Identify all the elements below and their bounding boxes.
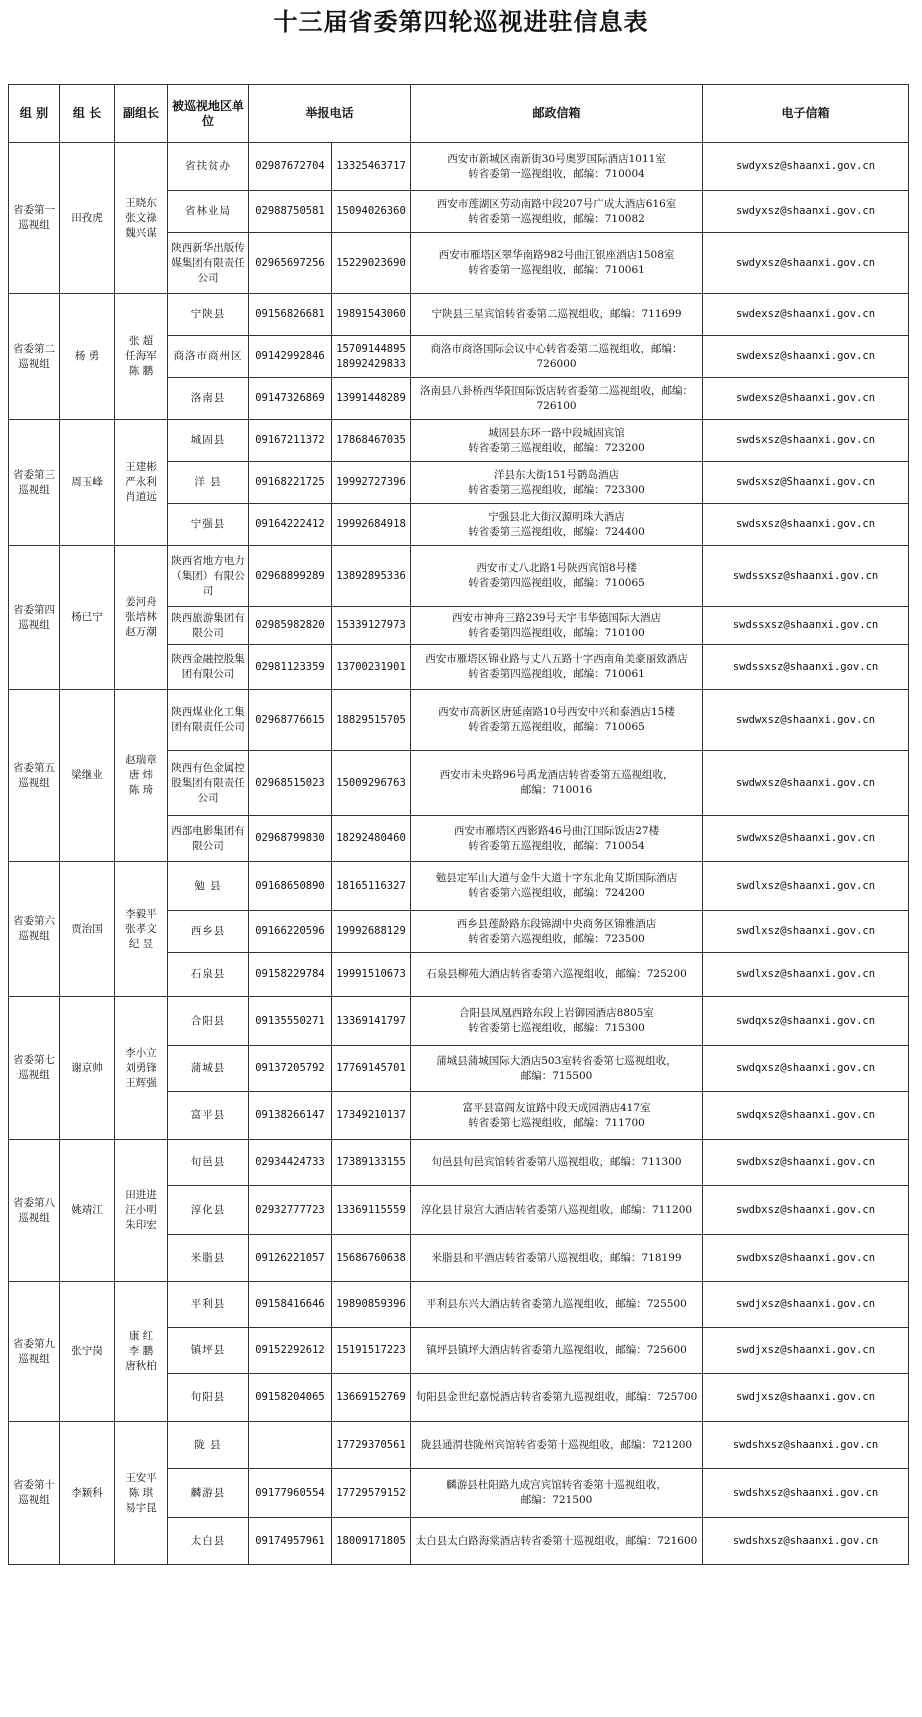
postal-address-line: 蒲城县蒲城国际大酒店503室转省委第七巡视组收， xyxy=(436,1054,677,1067)
inspected-unit: 平利县 xyxy=(168,1282,249,1328)
group-deputies xyxy=(115,294,168,420)
inspected-unit: 旬阳县 xyxy=(168,1374,249,1422)
table-row xyxy=(9,294,909,336)
postal-address xyxy=(411,462,703,504)
table-row xyxy=(9,420,909,462)
postal-address-line: 转省委第四巡视组收，邮编：710061 xyxy=(468,668,645,680)
inspected-unit: 省林业局 xyxy=(168,191,249,233)
postal-address-line: 淳化县甘泉宫大酒店转省委第八巡视组收，邮编：711200 xyxy=(420,1203,693,1216)
report-phone-landline: 09138266147 xyxy=(249,1092,332,1140)
report-phone-mobile: 17729579152 xyxy=(332,1469,411,1518)
inspected-unit: 西部电影集团有限公司 xyxy=(168,816,249,862)
email-address: swdlxsz@shaanxi.gov.cn xyxy=(703,953,909,997)
group-leader: 姚靖江 xyxy=(60,1140,115,1282)
report-phone-mobile: 17389133155 xyxy=(332,1140,411,1186)
report-phone-mobile: 17729370561 xyxy=(332,1422,411,1469)
email-address: swdwxsz@shaanxi.gov.cn xyxy=(703,751,909,816)
report-phone-landline: 02965697256 xyxy=(249,233,332,294)
postal-address xyxy=(411,1140,703,1186)
group-name: 省委第四巡视组 xyxy=(9,546,60,690)
deputy-name: 严永利 xyxy=(125,476,157,488)
postal-address-line: 转省委第七巡视组收，邮编：711700 xyxy=(468,1116,645,1129)
group-name: 省委第七巡视组 xyxy=(9,997,60,1140)
inspected-unit: 石泉县 xyxy=(168,953,249,997)
group-leader: 张宁岗 xyxy=(60,1282,115,1422)
report-phone-mobile: 19992688129 xyxy=(332,911,411,953)
email-address: swdexsz@shaanxi.gov.cn xyxy=(703,294,909,336)
phone-number: 18992429833 xyxy=(336,357,406,370)
deputy-name: 陈 琪 xyxy=(128,1486,154,1499)
postal-address-line: 平利县东兴大酒店转省委第九巡视组收，邮编：725500 xyxy=(426,1298,687,1310)
postal-address xyxy=(411,1422,703,1469)
deputy-name: 张孝文 xyxy=(125,922,157,935)
postal-address xyxy=(411,911,703,953)
deputy-name: 姜河舟 xyxy=(125,596,157,608)
report-phone-landline: 09156826681 xyxy=(249,294,332,336)
postal-address-line: 邮编：721500 xyxy=(520,1494,593,1506)
report-phone-mobile: 19991510673 xyxy=(332,953,411,997)
inspected-unit: 陕西新华出版传媒集团有限责任公司 xyxy=(168,233,249,294)
group-leader: 周玉峰 xyxy=(60,420,115,546)
group-name: 省委第二巡视组 xyxy=(9,294,60,420)
deputy-name: 魏兴谋 xyxy=(125,226,157,239)
group-leader: 杨 勇 xyxy=(60,294,115,420)
report-phone-mobile: 15191517223 xyxy=(332,1328,411,1374)
postal-address-line: 宁强县北大街汉源明珠大酒店 xyxy=(488,510,625,523)
report-phone-mobile: 15339127973 xyxy=(332,607,411,645)
postal-address-line: 西安市未央路96号禹龙酒店转省委第五巡视组收， xyxy=(439,769,674,781)
email-address: swdsxsz@Shaanxi.gov.cn xyxy=(703,462,909,504)
inspected-unit: 洛南县 xyxy=(168,378,249,420)
page-title: 十三届省委第四轮巡视进驻信息表 xyxy=(273,8,649,36)
table-row xyxy=(9,862,909,911)
deputy-name: 李毅平 xyxy=(125,907,157,920)
deputy-name: 肖道远 xyxy=(125,491,157,503)
postal-address xyxy=(411,1328,703,1374)
phone-number: 15709144895 xyxy=(336,342,406,355)
inspected-unit: 镇坪县 xyxy=(168,1328,249,1374)
report-phone-mobile: 19992727396 xyxy=(332,462,411,504)
email-address: swdqxsz@shaanxi.gov.cn xyxy=(703,1046,909,1092)
report-phone-mobile: 18009171805 xyxy=(332,1518,411,1565)
group-leader: 贾治国 xyxy=(60,862,115,997)
inspected-unit: 米脂县 xyxy=(168,1235,249,1282)
postal-address xyxy=(411,143,703,191)
postal-address-line: 洋县东大街151号鹮岛酒店 xyxy=(493,468,620,481)
inspected-unit: 麟游县 xyxy=(168,1469,249,1518)
deputy-name: 李 鹏 xyxy=(128,1345,154,1357)
postal-address xyxy=(411,1282,703,1328)
postal-address-line: 城固县东环一路中段城固宾馆 xyxy=(488,426,625,439)
postal-address-line: 转省委第一巡视组收，邮编：710082 xyxy=(468,212,645,225)
inspected-unit: 太白县 xyxy=(168,1518,249,1565)
group-name: 省委第九巡视组 xyxy=(9,1282,60,1422)
report-phone-landline: 09147326869 xyxy=(249,378,332,420)
postal-address xyxy=(411,336,703,378)
group-name: 省委第三巡视组 xyxy=(9,420,60,546)
email-address: swdyxsz@shaanxi.gov.cn xyxy=(703,143,909,191)
email-address: swdssxsz@shaanxi.gov.cn xyxy=(703,546,909,607)
group-deputies xyxy=(115,862,168,997)
report-phone-mobile: 17868467035 xyxy=(332,420,411,462)
email-address: swdexsz@shaanxi.gov.cn xyxy=(703,336,909,378)
report-phone-mobile: 19992684918 xyxy=(332,504,411,546)
postal-address-line: 转省委第一巡视组收，邮编：710061 xyxy=(468,264,645,276)
table-row xyxy=(9,1282,909,1328)
inspected-unit: 陕西省地方电力（集团）有限公司 xyxy=(168,546,249,607)
inspected-unit: 蒲城县 xyxy=(168,1046,249,1092)
report-phone-landline: 09152292612 xyxy=(249,1328,332,1374)
postal-address-line: 西乡县莲龄路东段锦湖中央商务区锦雅酒店 xyxy=(456,917,657,930)
group-leader: 李颖科 xyxy=(60,1422,115,1565)
email-address: swdbxsz@shaanxi.gov.cn xyxy=(703,1235,909,1282)
report-phone-mobile: 17769145701 xyxy=(332,1046,411,1092)
deputy-name: 易宇昆 xyxy=(125,1501,157,1514)
group-name: 省委第八巡视组 xyxy=(9,1140,60,1282)
postal-address xyxy=(411,504,703,546)
deputy-name: 朱印宏 xyxy=(125,1219,157,1231)
postal-address-line: 富平县富阎友谊路中段天成园酒店417室 xyxy=(462,1101,651,1114)
report-phone-landline: 09158416646 xyxy=(249,1282,332,1328)
postal-address-line: 陇县通渭巷陇州宾馆转省委第十巡视组收，邮编：721200 xyxy=(420,1438,693,1451)
inspected-unit: 富平县 xyxy=(168,1092,249,1140)
postal-address-line: 转省委第六巡视组收，邮编：724200 xyxy=(468,887,645,899)
group-name: 省委第一巡视组 xyxy=(9,143,60,294)
postal-address-line: 邮编：715500 xyxy=(520,1069,593,1082)
postal-address-line: 西安市丈八北路1号陕西宾馆8号楼 xyxy=(476,562,637,574)
email-address: swdssxsz@shaanxi.gov.cn xyxy=(703,607,909,645)
postal-address xyxy=(411,294,703,336)
deputy-name: 唐 炜 xyxy=(128,769,154,781)
postal-address-line: 旬阳县金世纪嘉悦酒店转省委第九巡视组收，邮编：725700 xyxy=(415,1391,698,1403)
report-phone-mobile: 15094026360 xyxy=(332,191,411,233)
deputy-name: 王建彬 xyxy=(125,461,157,473)
postal-address xyxy=(411,645,703,690)
report-phone-landline: 09167211372 xyxy=(249,420,332,462)
inspected-unit: 陕西金融控股集团有限公司 xyxy=(168,645,249,690)
report-phone-landline: 09168650890 xyxy=(249,862,332,911)
report-phone-landline: 09137205792 xyxy=(249,1046,332,1092)
email-address: swdssxsz@shaanxi.gov.cn xyxy=(703,645,909,690)
group-deputies xyxy=(115,1282,168,1422)
inspected-unit: 勉 县 xyxy=(168,862,249,911)
inspected-unit: 陕西有色金属控股集团有限责任公司 xyxy=(168,751,249,816)
table-row xyxy=(9,1422,909,1469)
report-phone-landline: 02987672704 xyxy=(249,143,332,191)
postal-address-line: 西安市雁塔区西影路46号曲江国际饭店27楼 xyxy=(453,824,660,837)
col-header-leader: 组 长 xyxy=(60,85,115,143)
deputy-name: 陈 鹏 xyxy=(128,365,154,377)
inspected-unit: 陕西旅游集团有限公司 xyxy=(168,607,249,645)
postal-address xyxy=(411,816,703,862)
postal-address-line: 转省委第五巡视组收，邮编：710065 xyxy=(468,721,645,733)
deputy-name: 张培林 xyxy=(125,611,157,623)
inspected-unit: 旬邑县 xyxy=(168,1140,249,1186)
col-header-email: 电子信箱 xyxy=(703,85,909,143)
table-row xyxy=(9,690,909,751)
group-deputies xyxy=(115,420,168,546)
report-phone-mobile: 13991448289 xyxy=(332,378,411,420)
group-deputies xyxy=(115,1140,168,1282)
email-address: swdjxsz@shaanxi.gov.cn xyxy=(703,1328,909,1374)
group-name: 省委第五巡视组 xyxy=(9,690,60,862)
col-header-group: 组 别 xyxy=(9,85,60,143)
postal-address-line: 转省委第一巡视组收，邮编：710004 xyxy=(468,167,645,180)
group-leader: 田孜虎 xyxy=(60,143,115,294)
report-phone-landline: 02988750581 xyxy=(249,191,332,233)
report-phone-landline: 09135550271 xyxy=(249,997,332,1046)
report-phone-landline: 02968776615 xyxy=(249,690,332,751)
report-phone-mobile: 13325463717 xyxy=(332,143,411,191)
group-name: 省委第六巡视组 xyxy=(9,862,60,997)
deputy-name: 张 超 xyxy=(128,335,154,347)
postal-address xyxy=(411,751,703,816)
report-phone-landline: 02934424733 xyxy=(249,1140,332,1186)
postal-address xyxy=(411,1518,703,1565)
email-address: swdjxsz@shaanxi.gov.cn xyxy=(703,1282,909,1328)
deputy-name: 王晓东 xyxy=(125,196,157,209)
col-header-deputy: 副组长 xyxy=(115,85,168,143)
report-phone-mobile: 18165116327 xyxy=(332,862,411,911)
postal-address xyxy=(411,953,703,997)
inspected-unit: 合阳县 xyxy=(168,997,249,1046)
postal-address xyxy=(411,1235,703,1282)
postal-address-line: 西安市新城区南新街30号奥罗国际酒店1011室 xyxy=(447,152,666,165)
col-header-post: 邮政信箱 xyxy=(411,85,703,143)
postal-address-line: 米脂县和平酒店转省委第八巡视组收，邮编：718199 xyxy=(431,1251,682,1264)
report-phone-landline: 09126221057 xyxy=(249,1235,332,1282)
postal-address-line: 转省委第五巡视组收，邮编：710054 xyxy=(468,839,645,852)
report-phone-mobile: 18829515705 xyxy=(332,690,411,751)
email-address: swdsxsz@shaanxi.gov.cn xyxy=(703,420,909,462)
inspected-unit: 淳化县 xyxy=(168,1186,249,1235)
table-row xyxy=(9,997,909,1046)
postal-address-line: 转省委第六巡视组收，邮编：723500 xyxy=(468,932,645,945)
group-name: 省委第十巡视组 xyxy=(9,1422,60,1565)
report-phone-mobile: 18292480460 xyxy=(332,816,411,862)
col-header-phone: 举报电话 xyxy=(249,85,411,143)
group-deputies xyxy=(115,546,168,690)
report-phone-landline: 09174957961 xyxy=(249,1518,332,1565)
email-address: swdqxsz@shaanxi.gov.cn xyxy=(703,997,909,1046)
postal-address-line: 洛南县八卦桥西华阳国际饭店转省委第二巡视组收，邮编： xyxy=(420,384,694,397)
report-phone-landline: 09177960554 xyxy=(249,1469,332,1518)
report-phone-landline: 02981123359 xyxy=(249,645,332,690)
postal-address-line: 转省委第四巡视组收，邮编：710065 xyxy=(468,577,645,589)
inspected-unit: 西乡县 xyxy=(168,911,249,953)
deputy-name: 纪 昱 xyxy=(128,937,154,950)
report-phone-mobile: 19891543060 xyxy=(332,294,411,336)
email-address: swdbxsz@shaanxi.gov.cn xyxy=(703,1186,909,1235)
deputy-name: 王安平 xyxy=(125,1471,157,1484)
table-body xyxy=(9,143,909,1565)
postal-address-line: 石泉县柳苑大酒店转省委第六巡视组收，邮编：725200 xyxy=(426,968,687,980)
deputy-name: 田进进 xyxy=(125,1189,157,1201)
group-deputies xyxy=(115,1422,168,1565)
group-deputies xyxy=(115,690,168,862)
postal-address-line: 西安市莲湖区劳动南路中段207号广成大酒店616室 xyxy=(436,197,677,210)
report-phone-mobile: 19890859396 xyxy=(332,1282,411,1328)
report-phone-mobile: 15229023690 xyxy=(332,233,411,294)
email-address: swdshxsz@shaanxi.gov.cn xyxy=(703,1469,909,1518)
postal-address xyxy=(411,690,703,751)
postal-address xyxy=(411,546,703,607)
group-deputies xyxy=(115,997,168,1140)
postal-address-line: 726000 xyxy=(536,357,577,370)
postal-address-line: 合阳县凤凰西路东段上岩御园酒店8805室 xyxy=(459,1007,654,1019)
table-row xyxy=(9,1140,909,1186)
report-phone-mobile: 13892895336 xyxy=(332,546,411,607)
deputy-name: 陈 琦 xyxy=(128,784,154,796)
report-phone-mobile: 13700231901 xyxy=(332,645,411,690)
report-phone-mobile: 13369141797 xyxy=(332,997,411,1046)
postal-address-line: 商洛市商洛国际会议中心转省委第二巡视组收，邮编： xyxy=(430,342,683,355)
postal-address xyxy=(411,1186,703,1235)
report-phone-landline: 02968799830 xyxy=(249,816,332,862)
report-phone-mobile xyxy=(332,336,411,378)
postal-address xyxy=(411,1374,703,1422)
deputy-name: 康 红 xyxy=(128,1330,154,1342)
email-address: swdsxsz@shaanxi.gov.cn xyxy=(703,504,909,546)
email-address: swdwxsz@shaanxi.gov.cn xyxy=(703,816,909,862)
deputy-name: 赵万潮 xyxy=(125,626,157,638)
group-leader: 杨已宁 xyxy=(60,546,115,690)
postal-address-line: 转省委第七巡视组收，邮编：715300 xyxy=(468,1022,645,1034)
email-address: swdshxsz@shaanxi.gov.cn xyxy=(703,1422,909,1469)
report-phone-mobile: 15009296763 xyxy=(332,751,411,816)
inspected-unit: 宁陕县 xyxy=(168,294,249,336)
email-address: swdwxsz@shaanxi.gov.cn xyxy=(703,690,909,751)
postal-address-line: 转省委第四巡视组收，邮编：710100 xyxy=(468,626,645,639)
table-row xyxy=(9,143,909,191)
report-phone-mobile: 15686760638 xyxy=(332,1235,411,1282)
postal-address-line: 转省委第三巡视组收，邮编：723200 xyxy=(468,441,645,454)
report-phone-mobile: 13669152769 xyxy=(332,1374,411,1422)
inspected-unit: 省扶贫办 xyxy=(168,143,249,191)
postal-address-line: 勉县定军山大道与金牛大道十字东北角艾斯国际酒店 xyxy=(435,872,678,884)
email-address: swdqxsz@shaanxi.gov.cn xyxy=(703,1092,909,1140)
email-address: swdshxsz@shaanxi.gov.cn xyxy=(703,1518,909,1565)
email-address: swdlxsz@shaanxi.gov.cn xyxy=(703,862,909,911)
postal-address-line: 西安市高新区唐延南路10号西安中兴和泰酒店15楼 xyxy=(438,706,675,718)
report-phone-landline: 09158229784 xyxy=(249,953,332,997)
postal-address-line: 镇坪县镇坪大酒店转省委第九巡视组收，邮编：725600 xyxy=(426,1344,687,1356)
deputy-name: 刘勇锋 xyxy=(125,1061,157,1074)
inspected-unit: 商洛市商州区 xyxy=(168,336,249,378)
email-address: swdbxsz@shaanxi.gov.cn xyxy=(703,1140,909,1186)
postal-address xyxy=(411,1092,703,1140)
report-phone-landline: 02932777723 xyxy=(249,1186,332,1235)
col-header-unit: 被巡视地区单位 xyxy=(168,85,249,143)
email-address: swdyxsz@shaanxi.gov.cn xyxy=(703,191,909,233)
report-phone-landline: 09158204065 xyxy=(249,1374,332,1422)
report-phone-landline: 02968899289 xyxy=(249,546,332,607)
postal-address xyxy=(411,191,703,233)
postal-address-line: 宁陕县三星宾馆转省委第二巡视组收，邮编：711699 xyxy=(431,308,682,320)
postal-address xyxy=(411,862,703,911)
postal-address-line: 麟游县杜阳路九成宫宾馆转省委第十巡视组收， xyxy=(446,1479,667,1491)
postal-address xyxy=(411,997,703,1046)
postal-address-line: 西安市雁塔区锦业路与丈八五路十字西南角美豪丽致酒店 xyxy=(425,653,688,665)
postal-address-line: 太白县太白路海棠酒店转省委第十巡视组收，邮编：721600 xyxy=(415,1534,698,1547)
deputy-name: 唐秋柏 xyxy=(125,1360,157,1372)
postal-address xyxy=(411,420,703,462)
group-deputies xyxy=(115,143,168,294)
email-address: swdexsz@shaanxi.gov.cn xyxy=(703,378,909,420)
inspected-unit: 陕西煤业化工集团有限责任公司 xyxy=(168,690,249,751)
postal-address-line: 726100 xyxy=(536,399,577,412)
postal-address xyxy=(411,378,703,420)
inspected-unit: 宁强县 xyxy=(168,504,249,546)
postal-address xyxy=(411,233,703,294)
group-leader: 谢京帅 xyxy=(60,997,115,1140)
email-address: swdlxsz@shaanxi.gov.cn xyxy=(703,911,909,953)
inspected-unit: 城固县 xyxy=(168,420,249,462)
report-phone-landline: 09164222412 xyxy=(249,504,332,546)
inspection-info-table xyxy=(8,84,909,1565)
postal-address-line: 邮编：710016 xyxy=(520,784,593,796)
postal-address xyxy=(411,607,703,645)
deputy-name: 王辉强 xyxy=(125,1076,157,1089)
email-address: swdyxsz@shaanxi.gov.cn xyxy=(703,233,909,294)
postal-address-line: 西安市雁塔区翠华南路982号曲江银座酒店1508室 xyxy=(438,249,675,261)
report-phone-landline: 09142992846 xyxy=(249,336,332,378)
deputy-name: 任海军 xyxy=(125,350,157,362)
inspected-unit: 陇 县 xyxy=(168,1422,249,1469)
report-phone-mobile: 13369115559 xyxy=(332,1186,411,1235)
deputy-name: 赵瑞章 xyxy=(125,754,157,766)
deputy-name: 张文祿 xyxy=(125,211,157,224)
email-address: swdjxsz@shaanxi.gov.cn xyxy=(703,1374,909,1422)
report-phone-landline: 02985982820 xyxy=(249,607,332,645)
deputy-name: 汪小明 xyxy=(125,1204,157,1216)
table-row xyxy=(9,546,909,607)
postal-address-line: 西安市神舟三路239号天宇韦华德国际大酒店 xyxy=(451,611,662,624)
postal-address xyxy=(411,1046,703,1092)
group-leader: 梁继业 xyxy=(60,690,115,862)
postal-address xyxy=(411,1469,703,1518)
report-phone-landline xyxy=(249,1422,332,1469)
header-row xyxy=(9,85,909,143)
deputy-name: 李小立 xyxy=(125,1046,157,1059)
report-phone-mobile: 17349210137 xyxy=(332,1092,411,1140)
postal-address-line: 转省委第三巡视组收，邮编：724400 xyxy=(468,525,645,538)
report-phone-landline: 02968515023 xyxy=(249,751,332,816)
postal-address-line: 旬邑县旬邑宾馆转省委第八巡视组收，邮编：711300 xyxy=(431,1156,682,1168)
inspected-unit: 洋 县 xyxy=(168,462,249,504)
report-phone-landline: 09166220596 xyxy=(249,911,332,953)
report-phone-landline: 09168221725 xyxy=(249,462,332,504)
postal-address-line: 转省委第三巡视组收，邮编：723300 xyxy=(468,483,645,496)
